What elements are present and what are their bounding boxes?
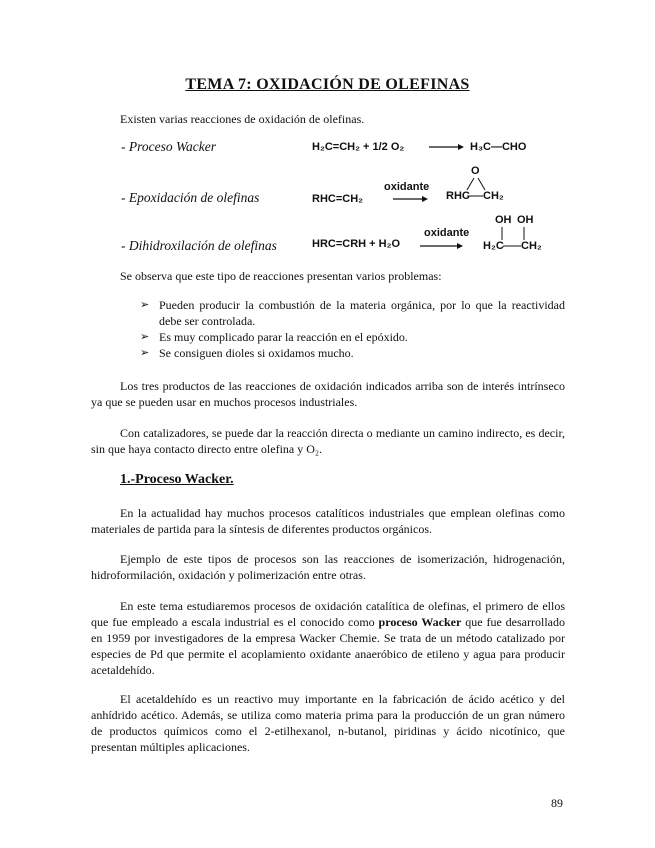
epoxidation-reagent: oxidante	[384, 181, 430, 193]
list-item-text: Pueden producir la combustión de la materia orgánica, por lo que la reactividad debe ser controlada.	[159, 298, 565, 328]
page-number: 89	[551, 796, 563, 810]
paragraph-text: Con catalizadores, se puede dar la reacción directa o mediante un camino indirecto, es decir, sin que haya contacto directo entre olefina y O₂.	[91, 426, 565, 456]
dihydroxylation-reagent: oxidante	[424, 227, 470, 239]
scheme-label-dihydroxylation: - Dihidroxilación de olefinas	[121, 238, 277, 253]
bullet-arrow-icon: ➢	[140, 331, 150, 343]
paragraph-text: En este tema estudiaremos procesos de oxidación catalítica de olefinas, el primero de ellos que fue empleado a escala industrial es el conocido como	[91, 599, 565, 629]
paragraph	[91, 378, 565, 410]
diol-oh-1: OH	[495, 214, 512, 226]
list-item	[140, 345, 565, 361]
epoxidation-reactant: RHC=CH₂	[312, 193, 364, 205]
paragraph	[91, 505, 565, 537]
wacker-arrow	[429, 144, 464, 150]
paragraph	[91, 691, 565, 755]
dihydroxylation-arrow	[420, 243, 463, 249]
intro-text: Existen varias reacciones de oxidación de olefinas.	[120, 112, 365, 126]
list-item	[140, 329, 565, 345]
list-item-text: Se consiguen dioles si oxidamos mucho.	[159, 346, 354, 360]
diol-oh-2: OH	[517, 214, 534, 226]
list-item	[140, 297, 565, 329]
paragraph-bold-term: proceso Wacker	[378, 615, 462, 629]
list-item-text: Es muy complicado parar la reacción en el epóxido.	[159, 330, 408, 344]
wacker-product: H₃C—CHO	[470, 141, 527, 153]
bullet-arrow-icon: ➢	[140, 299, 150, 311]
paragraph	[91, 425, 565, 457]
paragraph-text: El acetaldehído es un reactivo muy importante en la fabricación de ácido acético y del anhídrido acético. Además, se utiliza como materia prima para la producción de un gran número de productos químicos como el 2-etilhexanol, n-butanol, piridinas y ácido nicotínico, que presentan múltiples aplicaciones.	[91, 692, 565, 754]
paragraph-text: Los tres productos de las reacciones de oxidación indicados arriba son de interés intrínseco ya que se pueden usar en muchos procesos industriales.	[91, 379, 565, 409]
problems-intro-text: Se observa que este tipo de reacciones presentan varios problemas:	[120, 269, 442, 283]
scheme-label-wacker: - Proceso Wacker	[121, 139, 216, 154]
scheme-label-epoxidation: - Epoxidación de olefinas	[121, 190, 260, 205]
paragraph-text: que fue desarrollado en 1959 por investigadores de la empresa Wacker Chemie. Se trata de un método catalizado por especies de Pd que permite el acoplamiento oxidante anaeróbico de etileno y agua para producir acetaldehído.	[91, 615, 565, 677]
bullet-arrow-icon: ➢	[140, 347, 150, 359]
epoxidation-arrow	[393, 196, 428, 202]
wacker-reactant: H₂C=CH₂ + 1/2 O₂	[312, 141, 405, 153]
paragraph-text: Ejemplo de este tipos de procesos son las reacciones de isomerización, hidrogenación, hidroformilación, oxidación y polimerización entre otras.	[91, 552, 565, 582]
diol-right-carbon: CH₂	[521, 240, 542, 252]
dihydroxylation-reactant: HRC=CRH + H₂O	[312, 238, 401, 250]
paragraph-text: En la actualidad hay muchos procesos catalíticos industriales que emplean olefinas como materiales de partida para la síntesis de diferentes productos orgánicos.	[91, 506, 565, 536]
epoxide-oxygen: O	[471, 165, 480, 177]
paragraph	[91, 598, 565, 678]
problems-list	[140, 297, 565, 361]
epoxide-ring-bonds	[467, 178, 485, 196]
page-title: TEMA 7: OXIDACIÓN DE OLEFINAS	[185, 76, 470, 93]
diol-left-carbon: H₂C	[483, 240, 504, 252]
section-title: 1.-Proceso Wacker.	[120, 472, 234, 487]
problems-intro	[91, 268, 565, 284]
epoxide-left-carbon: RHC	[446, 190, 470, 202]
epoxide-right-carbon: CH₂	[483, 190, 504, 202]
diol-bonds	[502, 227, 524, 246]
paragraph	[91, 551, 565, 583]
